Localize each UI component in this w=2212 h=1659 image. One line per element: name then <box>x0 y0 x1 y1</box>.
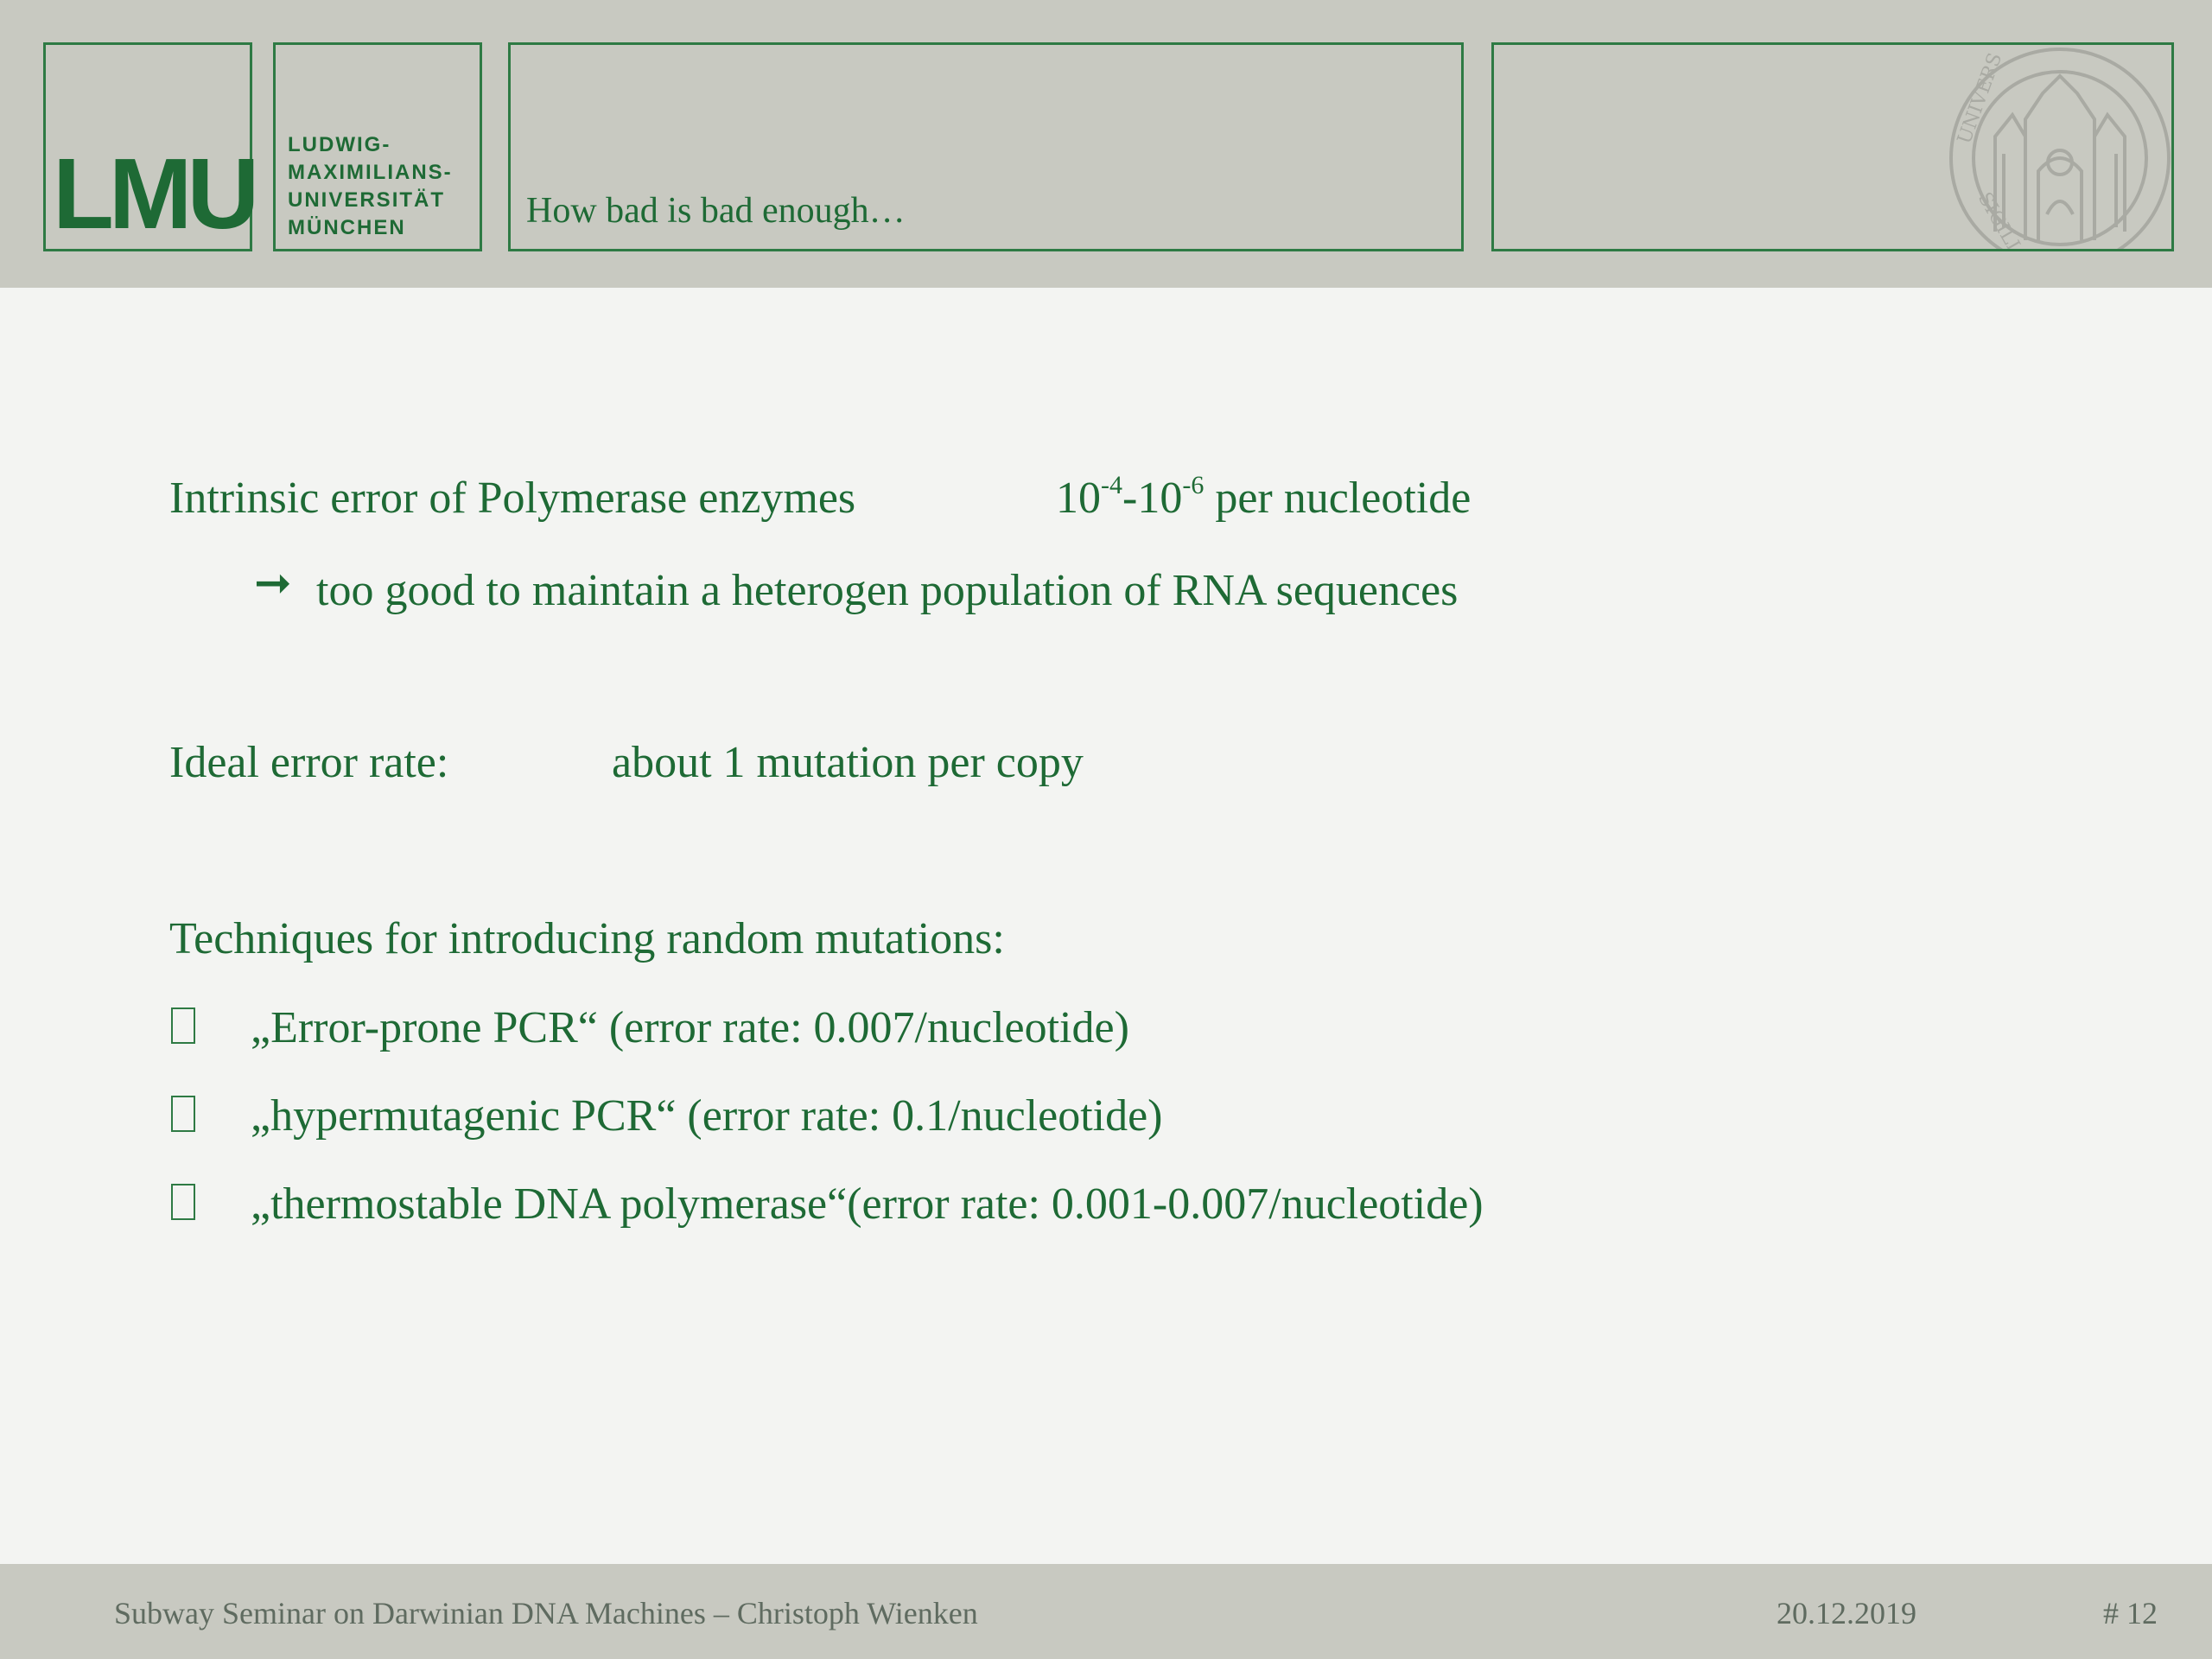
technique-item: „Error-prone PCR“ (error rate: 0.007/nucleotide) <box>251 1003 1129 1052</box>
slide-footer <box>0 1564 2212 1659</box>
ideal-error-label: Ideal error rate: <box>169 738 449 787</box>
ideal-error-value: about 1 mutation per copy <box>612 738 1084 787</box>
consequence-text: too good to maintain a heterogen population of RNA sequences <box>316 566 1459 615</box>
page-number: # 12 <box>2103 1596 2158 1630</box>
value-base-1: 10 <box>1056 474 1101 523</box>
title-box <box>508 42 1464 251</box>
technique-item: „thermostable DNA polymerase“(error rate: 0.001-0.007/nucleotide) <box>251 1179 1484 1229</box>
svg-text:SIGILL: SIGILL <box>1973 188 2027 259</box>
university-name <box>288 131 453 242</box>
slide-header <box>0 0 2212 288</box>
checkbox-icon <box>171 1184 195 1220</box>
right-arrow-icon: ➞ <box>254 559 292 608</box>
footer-date: 20.12.2019 <box>1777 1596 1916 1630</box>
lmu-logo <box>43 42 255 251</box>
value-exponent-2: -6 <box>1182 471 1205 499</box>
intrinsic-error-value <box>1056 473 1471 524</box>
checkbox-icon <box>171 1096 195 1132</box>
university-name-line: MÜNCHEN <box>288 216 406 239</box>
techniques-heading: Techniques for introducing random mutations: <box>169 914 1005 963</box>
checkbox-icon <box>171 1007 195 1044</box>
value-unit: per nucleotide <box>1204 474 1471 523</box>
university-name-line: MAXIMILIANS- <box>288 161 453 184</box>
university-name-line: UNIVERSITÄT <box>288 188 446 212</box>
slide-title: How bad is bad enough… <box>526 191 906 231</box>
value-base-2: 10 <box>1137 474 1183 523</box>
value-exponent-1: -4 <box>1101 471 1122 499</box>
value-dash: - <box>1122 474 1138 523</box>
university-name-logo <box>273 42 482 251</box>
university-seal-icon <box>1943 42 2174 259</box>
footer-seminar: Subway Seminar on Darwinian DNA Machines – Christoph Wienken <box>114 1596 978 1630</box>
technique-item: „hypermutagenic PCR“ (error rate: 0.1/nucleotide) <box>251 1091 1163 1141</box>
svg-text:UNIVERS: UNIVERS <box>1954 50 2007 148</box>
university-name-line: LUDWIG- <box>288 133 391 156</box>
seal-box <box>1491 42 2174 259</box>
intrinsic-error-label: Intrinsic error of Polymerase enzymes <box>169 474 856 523</box>
lmu-logo-text: LMU <box>53 137 255 250</box>
